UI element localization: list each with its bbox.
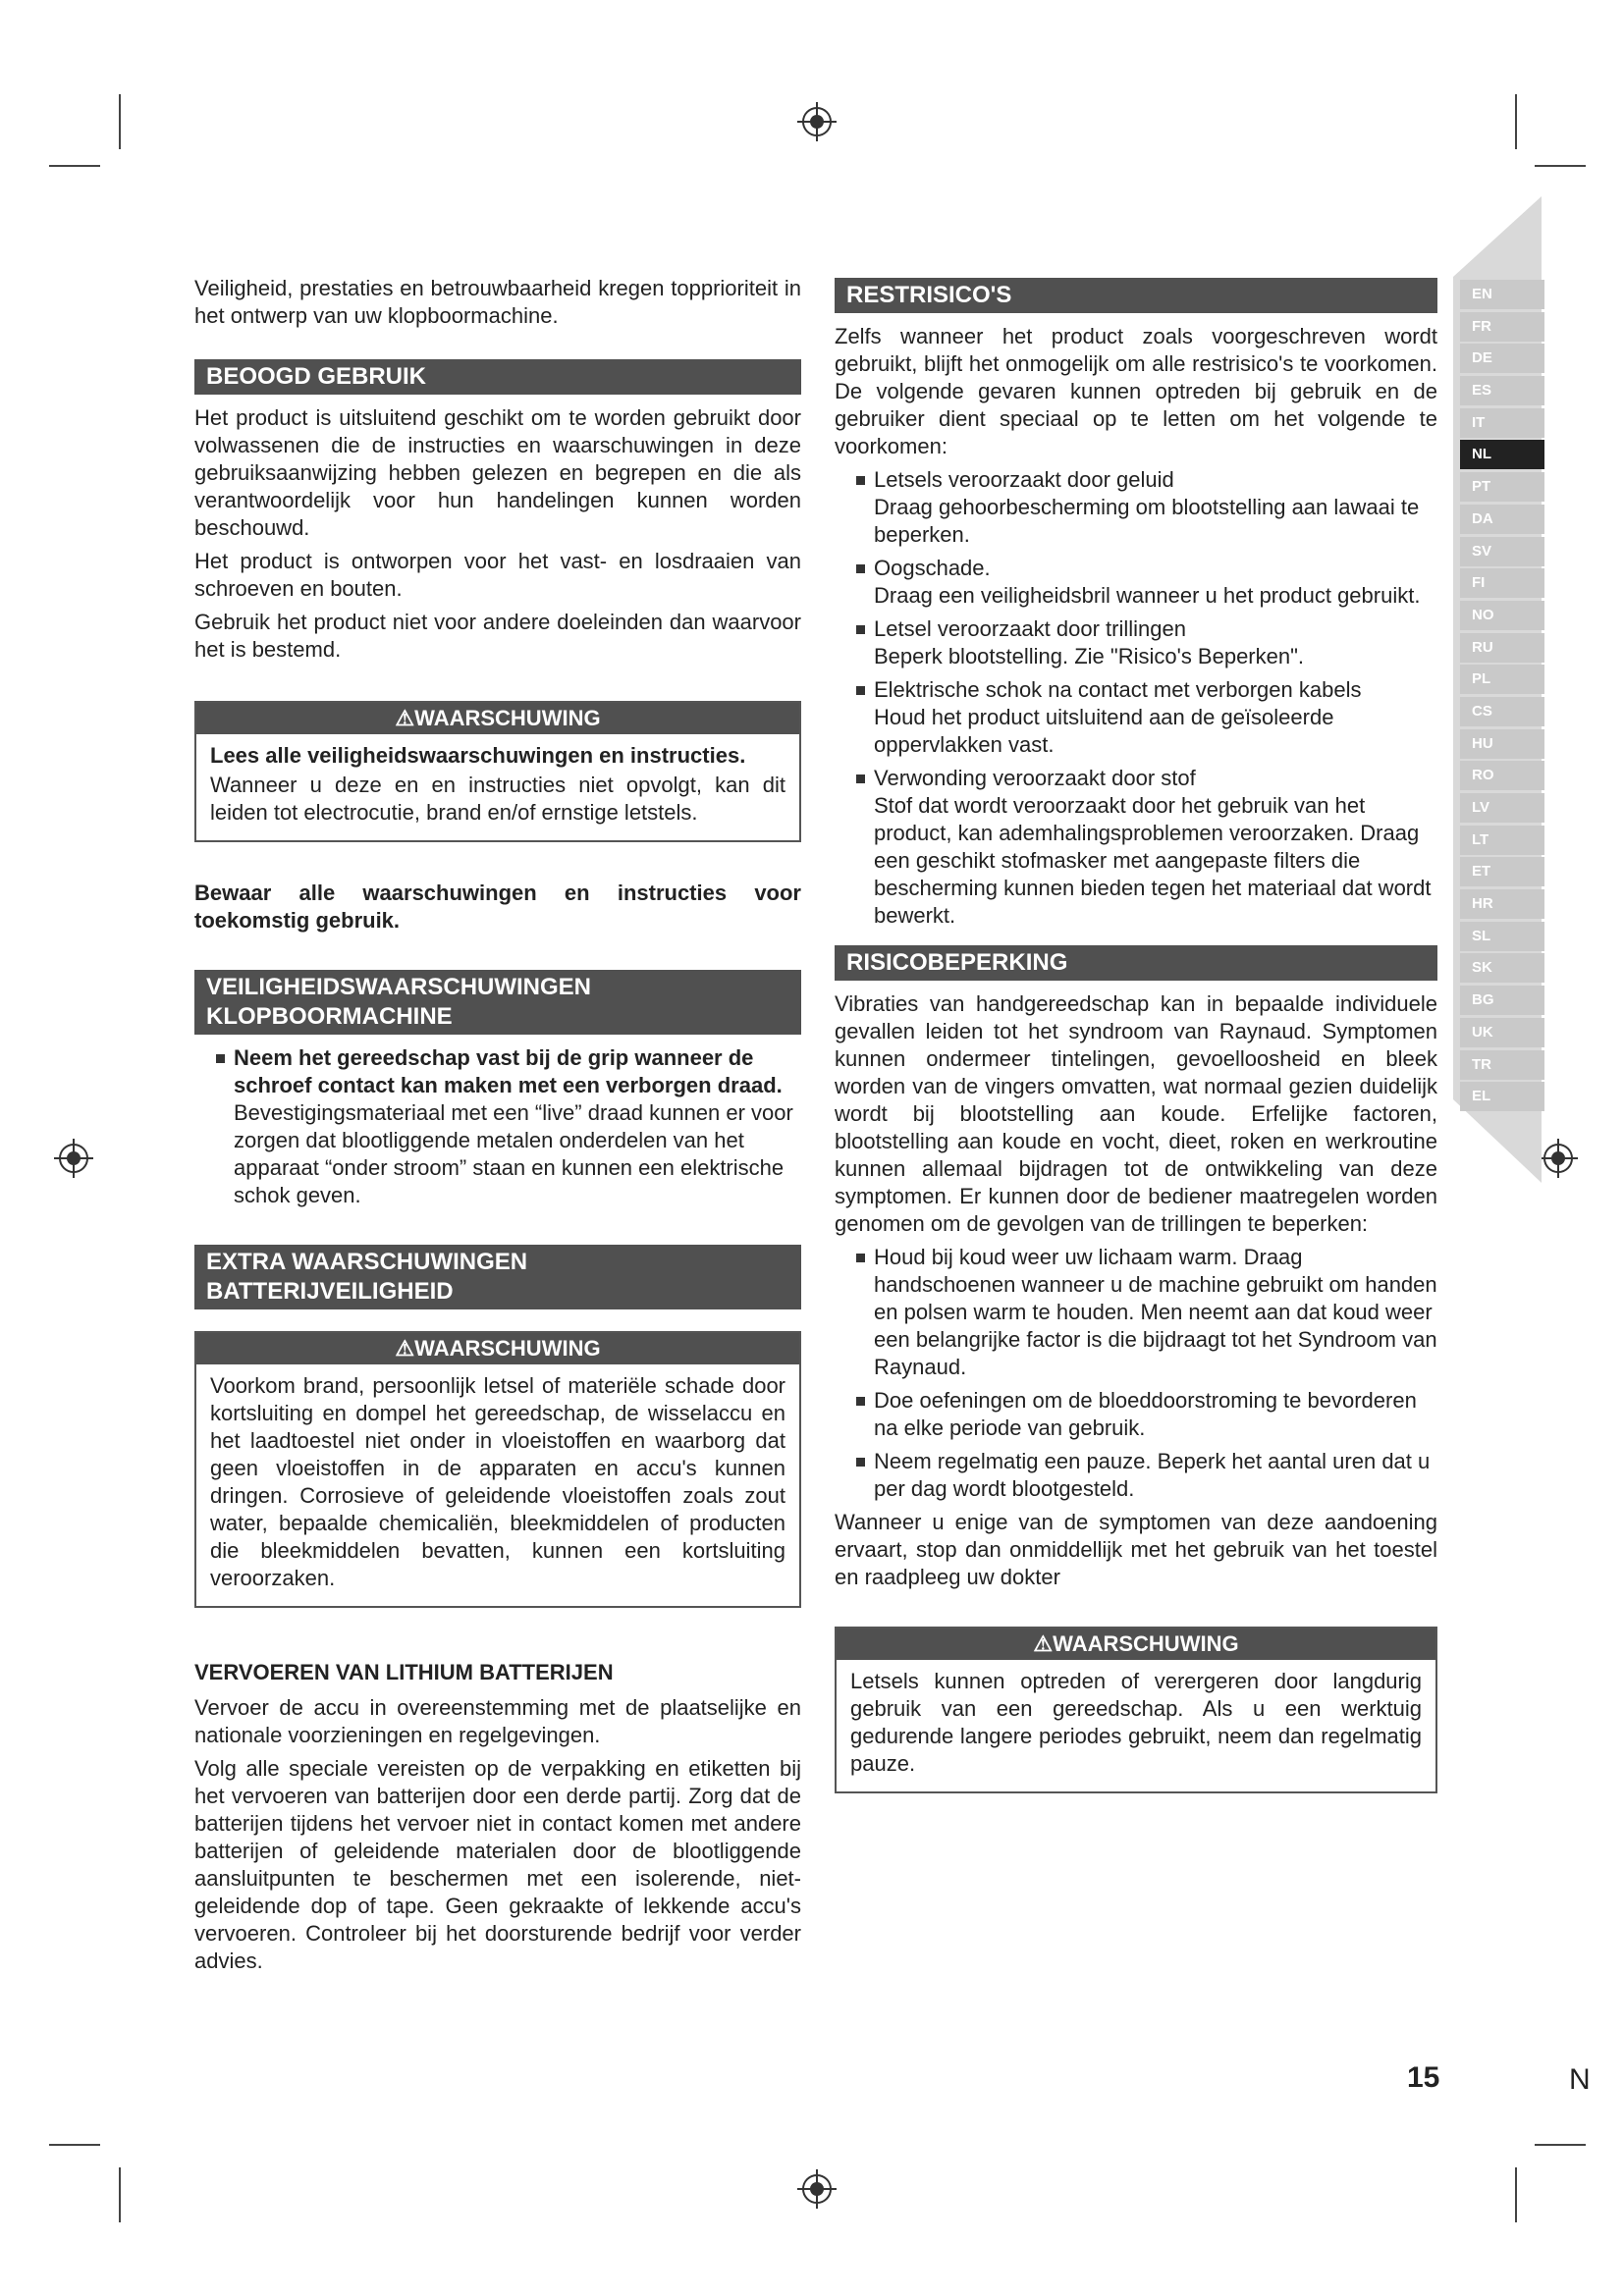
language-tab[interactable]: UK [1460, 1018, 1544, 1047]
bullet-icon [856, 564, 865, 573]
warning-box [194, 701, 801, 842]
residual-risks-list [835, 466, 1437, 930]
language-tabs [1460, 280, 1544, 1114]
warning-triangle-icon: ⚠ [1033, 1631, 1054, 1656]
language-tab[interactable]: SV [1460, 537, 1544, 566]
list-item: Elektrische schok na contact met verborgen kabels Houd het product uitsluitend aan de geïsoleerde oppervlakken vast. [835, 676, 1437, 759]
language-tab[interactable]: LT [1460, 826, 1544, 855]
battery-heading: EXTRA WAARSCHUWINGEN BATTERIJVEILIGHEID [194, 1245, 801, 1309]
language-tab[interactable]: IT [1460, 408, 1544, 438]
bullet-icon [856, 625, 865, 634]
crop-mark [49, 165, 100, 167]
warning-text: Letsels kunnen optreden of verergeren door langdurig gebruik van een gereedschap. Als u een werktuig gedurende langere periodes gebruikt, neem dan regelmatig pauze. [850, 1669, 1422, 1776]
warning-title: ⚠WAARSCHUWING [837, 1629, 1435, 1660]
list-item: Doe oefeningen om de bloeddoorstroming te bevorderen na elke periode van gebruik. [835, 1387, 1437, 1442]
warning-triangle-icon: ⚠ [395, 706, 415, 730]
list-item: Letsels veroorzaakt door geluid Draag gehoorbescherming om blootstelling aan lawaai te beperken. [835, 466, 1437, 549]
bullet-icon [216, 1054, 225, 1063]
registration-mark-icon [52, 1137, 95, 1180]
bullet-icon [856, 686, 865, 695]
crop-mark [49, 2144, 100, 2146]
risk-reduction-outro: Wanneer u enige van de symptomen van deze aandoening ervaart, stop dan onmiddellijk met het gebruik van het toestel en raadpleeg uw dokter [835, 1510, 1437, 1589]
language-tab[interactable]: FI [1460, 568, 1544, 598]
language-tab[interactable]: ET [1460, 857, 1544, 886]
bullet-icon [856, 1254, 865, 1262]
language-tab[interactable]: HR [1460, 889, 1544, 919]
language-tab[interactable]: DE [1460, 344, 1544, 373]
transport-paragraph: Vervoer de accu in overeenstemming met de plaatselijke en nationale voorzieningen en regelgevingen. [194, 1695, 801, 1747]
crop-mark [119, 94, 121, 149]
language-tab[interactable]: SK [1460, 953, 1544, 983]
warning-title: ⚠WAARSCHUWING [196, 703, 799, 734]
residual-risks-heading: RESTRISICO'S [835, 278, 1437, 313]
language-tab[interactable]: BG [1460, 986, 1544, 1015]
risk-reduction-intro: Vibraties van handgereedschap kan in bepaalde individuele gevallen leiden tot het syndroom van Raynaud. Symptomen kunnen ondermeer tintelingen, gevoelloosheid en bleek worden van de vingers omvatten, wat normaal gezien duidelijk wordt bij blootstelling aan koude. Erfelijke factoren, blootstelling aan koude en vocht, dieet, roken en werkroutine kunnen allemaal bijdragen tot de ontwikkeling van deze symptomen. Er kunnen door de bediener maatregelen worden genomen om de gevolgen van de trillingen te beperken: [835, 991, 1437, 1236]
transport-paragraph: Volg alle speciale vereisten op de verpakking en etiketten bij het vervoeren van batterijen door een derde partij. Zorg dat de batterijen tijdens het vervoer niet in contact komen met andere batterijen of geleidende materialen door de blootliggende aansluitpunten te beschermen met een isolerende, niet-geleidende dop of tape. Geen gekraakte of lekkende accu's vervoeren. Controleer bij het doorsturende bedrijf voor verder advies. [194, 1756, 801, 1973]
safety-heading: VEILIGHEIDSWAARSCHUWINGEN KLOPBOORMACHINE [194, 970, 801, 1035]
intended-use-paragraph: Het product is uitsluitend geschikt om te worden gebruikt door volwassenen die de instructies en waarschuwingen in deze gebruiksaanwijzing hebben gelezen en begrepen en die als verantwoordelijk voor hun handelingen kunnen worden beschouwd. [194, 405, 801, 540]
left-column [194, 275, 801, 1981]
warning-text: Voorkom brand, persoonlijk letsel of materiële schade door kortsluiting en dompel het gereedschap, de wisselaccu en het laadtoestel niet onder in vloeistoffen en waarborg dat geen vloeistoffen in de apparaten en accu's kunnen dringen. Corrosieve of geleidende vloeistoffen zoals zout water, bepaalde chemicaliën, bleekmiddelen of producten die bleekmiddelen bevatten, kunnen een kortsluiting veroorzaken. [210, 1373, 785, 1590]
language-tab[interactable]: EL [1460, 1082, 1544, 1111]
language-tab[interactable]: SL [1460, 922, 1544, 951]
language-tab[interactable]: FR [1460, 312, 1544, 342]
registration-mark-icon [795, 100, 839, 143]
keep-instructions-note: Bewaar alle waarschuwingen en instructies voor toekomstig gebruik. [194, 881, 801, 933]
residual-intro: Zelfs wanneer het product zoals voorgeschreven wordt gebruikt, blijft het onmogelijk om alle restrisico's te voorkomen. De volgende gevaren kunnen optreden bij gebruik en de gebruiker dient speciaal op te letten om het volgende te voorkomen: [835, 324, 1437, 458]
list-item: Verwonding veroorzaakt door stof Stof dat wordt veroorzaakt door het gebruik van het product, kan ademhalingsproblemen veroorzaken. Draag een geschikt stofmasker met aangepaste filters die bescherming kunnen bieden tegen het materiaal dat wordt bewerkt. [835, 765, 1437, 930]
list-item: Houd bij koud weer uw lichaam warm. Draag handschoenen wanneer u de machine gebruikt om handen en polsen warm te houden. Men neemt aan dat koud weer een belangrijke factor is die bijdraagt tot het Syndroom van Raynaud. [835, 1244, 1437, 1381]
risk-reduction-list [835, 1244, 1437, 1503]
warning-triangle-icon: ⚠ [395, 1336, 415, 1361]
warning-box [835, 1627, 1437, 1793]
list-item: Oogschade. Draag een veiligheidsbril wanneer u het product gebruikt. [835, 555, 1437, 610]
language-tab-active[interactable]: NL [1460, 440, 1544, 469]
page-number: 15 [1407, 2061, 1440, 2094]
safety-list [194, 1044, 801, 1209]
intended-use-paragraph: Gebruik het product niet voor andere doeleinden dan waarvoor het is bestemd. [194, 610, 801, 662]
risk-reduction-heading: RISICOBEPERKING [835, 945, 1437, 981]
language-tab[interactable]: LV [1460, 793, 1544, 823]
list-item: Neem het gereedschap vast bij de grip wanneer de schroef contact kan maken met een verborgen draad. Bevestigingsmateriaal met een “live” draad kunnen er voor zorgen dat blootliggende metalen onderdelen van het apparaat “onder stroom” staan en kunnen een elektrische schok geven. [194, 1044, 801, 1209]
warning-text: Wanneer u deze en en instructies niet opvolgt, kan dit leiden tot electrocutie, brand en/of ernstige letstels. [210, 773, 785, 825]
crop-mark [1535, 165, 1586, 167]
language-tab[interactable]: NO [1460, 601, 1544, 630]
bullet-icon [856, 774, 865, 783]
crop-mark [119, 2167, 121, 2222]
language-tab[interactable]: PL [1460, 665, 1544, 694]
language-tab[interactable]: TR [1460, 1050, 1544, 1080]
registration-mark-icon [795, 2167, 839, 2211]
language-tab[interactable]: RO [1460, 761, 1544, 790]
bullet-icon [856, 476, 865, 485]
language-tab[interactable]: DA [1460, 505, 1544, 534]
crop-mark [1515, 94, 1517, 149]
warning-bold-text: Lees alle veiligheidswaarschuwingen en instructies. [210, 743, 746, 768]
transport-heading: VERVOEREN VAN LITHIUM BATTERIJEN [194, 1660, 614, 1684]
language-tab[interactable]: HU [1460, 729, 1544, 759]
language-tab[interactable]: ES [1460, 376, 1544, 405]
intended-use-heading: BEOOGD GEBRUIK [194, 359, 801, 395]
edge-letter: N [1569, 2063, 1591, 2096]
right-column [835, 278, 1437, 1793]
bullet-icon [856, 1397, 865, 1406]
crop-mark [1515, 2167, 1517, 2222]
language-tab[interactable]: CS [1460, 697, 1544, 726]
language-tab[interactable]: PT [1460, 472, 1544, 502]
intended-use-paragraph: Het product is ontworpen voor het vast- en losdraaien van schroeven en bouten. [194, 549, 801, 601]
warning-box [194, 1331, 801, 1608]
warning-title: ⚠WAARSCHUWING [196, 1333, 799, 1364]
crop-mark [1535, 2144, 1586, 2146]
language-tab[interactable]: RU [1460, 633, 1544, 663]
list-item: Neem regelmatig een pauze. Beperk het aantal uren dat u per dag wordt blootgesteld. [835, 1448, 1437, 1503]
list-item: Letsel veroorzaakt door trillingen Beperk blootstelling. Zie "Risico's Beperken". [835, 615, 1437, 670]
language-tab[interactable]: EN [1460, 280, 1544, 309]
intro-text: Veiligheid, prestaties en betrouwbaarheid kregen topprioriteit in het ontwerp van uw klopboormachine. [194, 276, 801, 328]
bullet-icon [856, 1458, 865, 1467]
